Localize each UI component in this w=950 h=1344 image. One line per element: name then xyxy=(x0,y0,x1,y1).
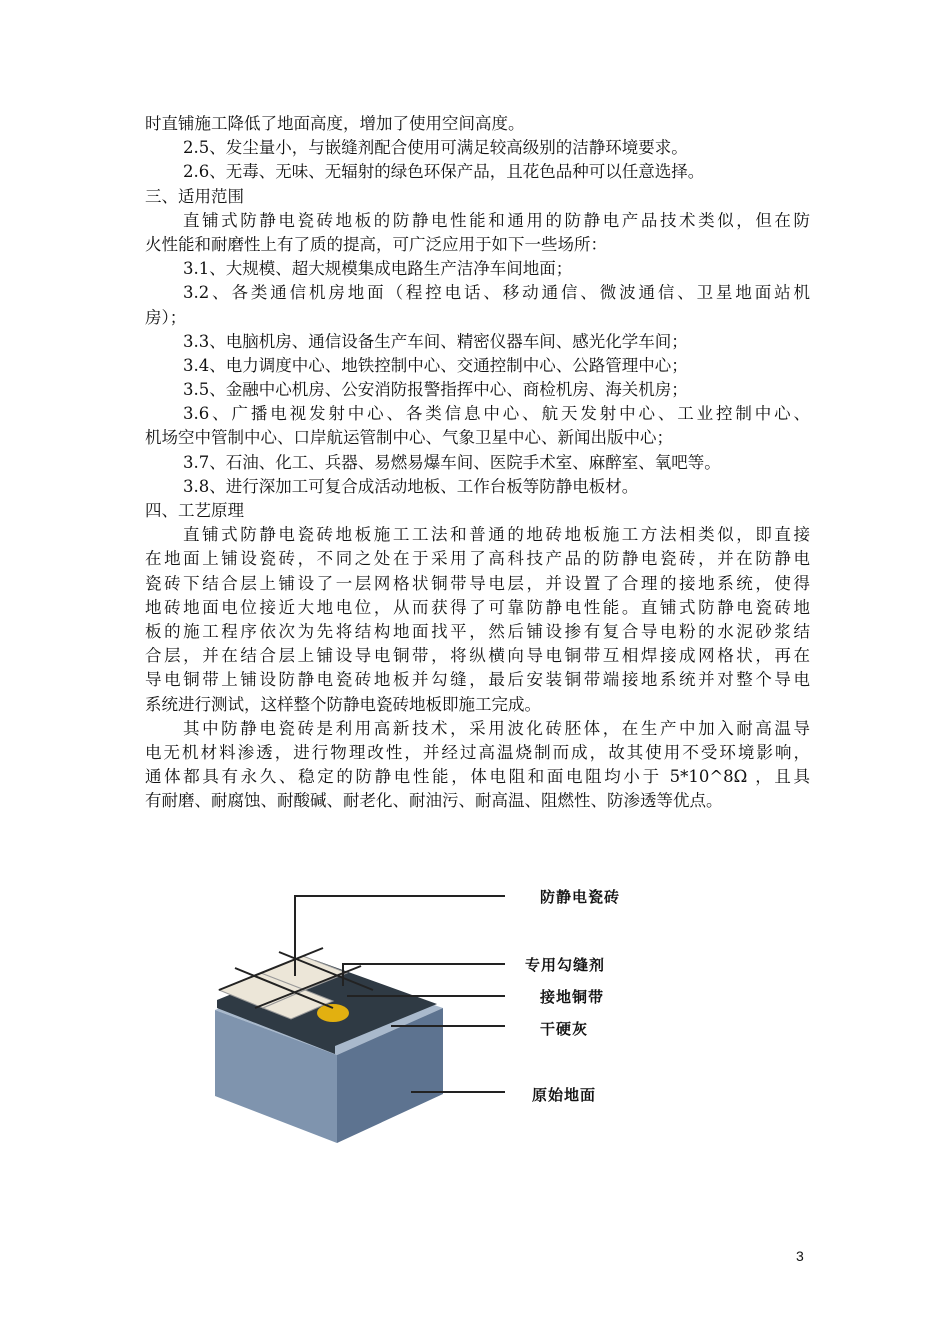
text-line: 导电铜带上铺设防静电瓷砖地板并勾缝，最后安装铜带端接地系统并对整个导电 xyxy=(145,670,810,690)
text-line: 3.7、石油、化工、兵器、易燃易爆车间、医院手术室、麻醉室、氧吧等。 xyxy=(183,452,721,472)
text-line: 电无机材料渗透，进行物理改性，并经过高温烧制而成，故其使用不受环境影响， xyxy=(145,742,810,762)
text-line: 3.3、电脑机房、通信设备生产车间、精密仪器车间、感光化学车间； xyxy=(183,331,688,351)
label-antistatic-tile: 防静电瓷砖 xyxy=(540,888,621,906)
text-line: 有耐磨、耐腐蚀、耐酸碱、耐老化、耐油污、耐高温、阻燃性、防渗透等优点。 xyxy=(145,791,723,811)
label-grout-agent: 专用勾缝剂 xyxy=(525,956,606,974)
text-line: 时直铺施工降低了地面高度，增加了使用空间高度。 xyxy=(145,114,525,133)
text-line: 板的施工程序依次为先将结构地面找平，然后铺设掺有复合导电粉的水泥砂浆结 xyxy=(145,621,810,641)
text-line: 三、适用范围 xyxy=(145,186,244,206)
text-line: 房）； xyxy=(145,307,187,327)
text-line: 通体都具有永久、稳定的防静电性能，体电阻和面电阻均小于 5*10^8Ω ，且具 xyxy=(145,767,810,787)
text-line: 四、工艺原理 xyxy=(145,501,244,520)
text-line: 地砖地面电位接近大地电位，从而获得了可靠防静电性能。直铺式防静电瓷砖地 xyxy=(145,597,810,617)
text-line: 3.8、进行深加工可复合成活动地板、工作台板等防静电板材。 xyxy=(183,476,639,496)
text-line: 3.6、广播电视发射中心、各类信息中心、航天发射中心、工业控制中心、 xyxy=(183,404,810,424)
text-line: 合层，并在结合层上铺设导电铜带，将纵横向导电铜带互相焊接成网格状，再在 xyxy=(145,646,810,666)
body-text xyxy=(145,112,810,813)
text-line: 3.5、金融中心机房、公安消防报警指挥中心、商检机房、海关机房； xyxy=(183,380,688,400)
text-line: 3.2、各类通信机房地面（程控电话、移动通信、微波通信、卫星地面站机 xyxy=(183,283,810,303)
text-line: 火性能和耐磨性上有了质的提高，可广泛应用于如下一些场所： xyxy=(145,234,607,254)
copper-ground-strip xyxy=(317,1004,349,1022)
text-line: 直铺式防静电瓷砖地板施工工法和普通的地砖地板施工方法相类似，即直接 xyxy=(183,525,810,545)
text-line: 3.1、大规模、超大规模集成电路生产洁净车间地面； xyxy=(183,259,573,279)
text-line: 系统进行测试，这样整个防静电瓷砖地板即施工完成。 xyxy=(145,694,541,714)
text-line: 瓷砖下结合层上铺设了一层网格状铜带导电层，并设置了合理的接地系统，使得 xyxy=(145,573,810,593)
text-line: 其中防静电瓷砖是利用高新技术，采用波化砖胚体，在生产中加入耐高温导 xyxy=(183,718,810,738)
text-line: 机场空中管制中心、口岸航运管制中心、气象卫星中心、新闻出版中心； xyxy=(145,428,673,448)
label-original-ground: 原始地面 xyxy=(532,1086,597,1104)
text-line: 直铺式防静电瓷砖地板的防静电性能和通用的防静电产品技术类似，但在防 xyxy=(183,210,810,230)
text-line: 在地面上铺设瓷砖，不同之处在于采用了高科技产品的防静电瓷砖，并在防静电 xyxy=(145,549,810,569)
text-line: 2.5、发尘量小，与嵌缝剂配合使用可满足较高级别的洁静环境要求。 xyxy=(183,138,688,158)
label-copper-strip: 接地铜带 xyxy=(540,988,605,1006)
label-dry-mortar: 干硬灰 xyxy=(540,1020,589,1038)
text-line: 3.4、电力调度中心、地铁控制中心、交通控制中心、公路管理中心； xyxy=(183,355,688,375)
page-number: 3 xyxy=(796,1248,804,1264)
text-line: 2.6、无毒、无味、无辐射的绿色环保产品，且花色品种可以任意选择。 xyxy=(183,162,705,182)
